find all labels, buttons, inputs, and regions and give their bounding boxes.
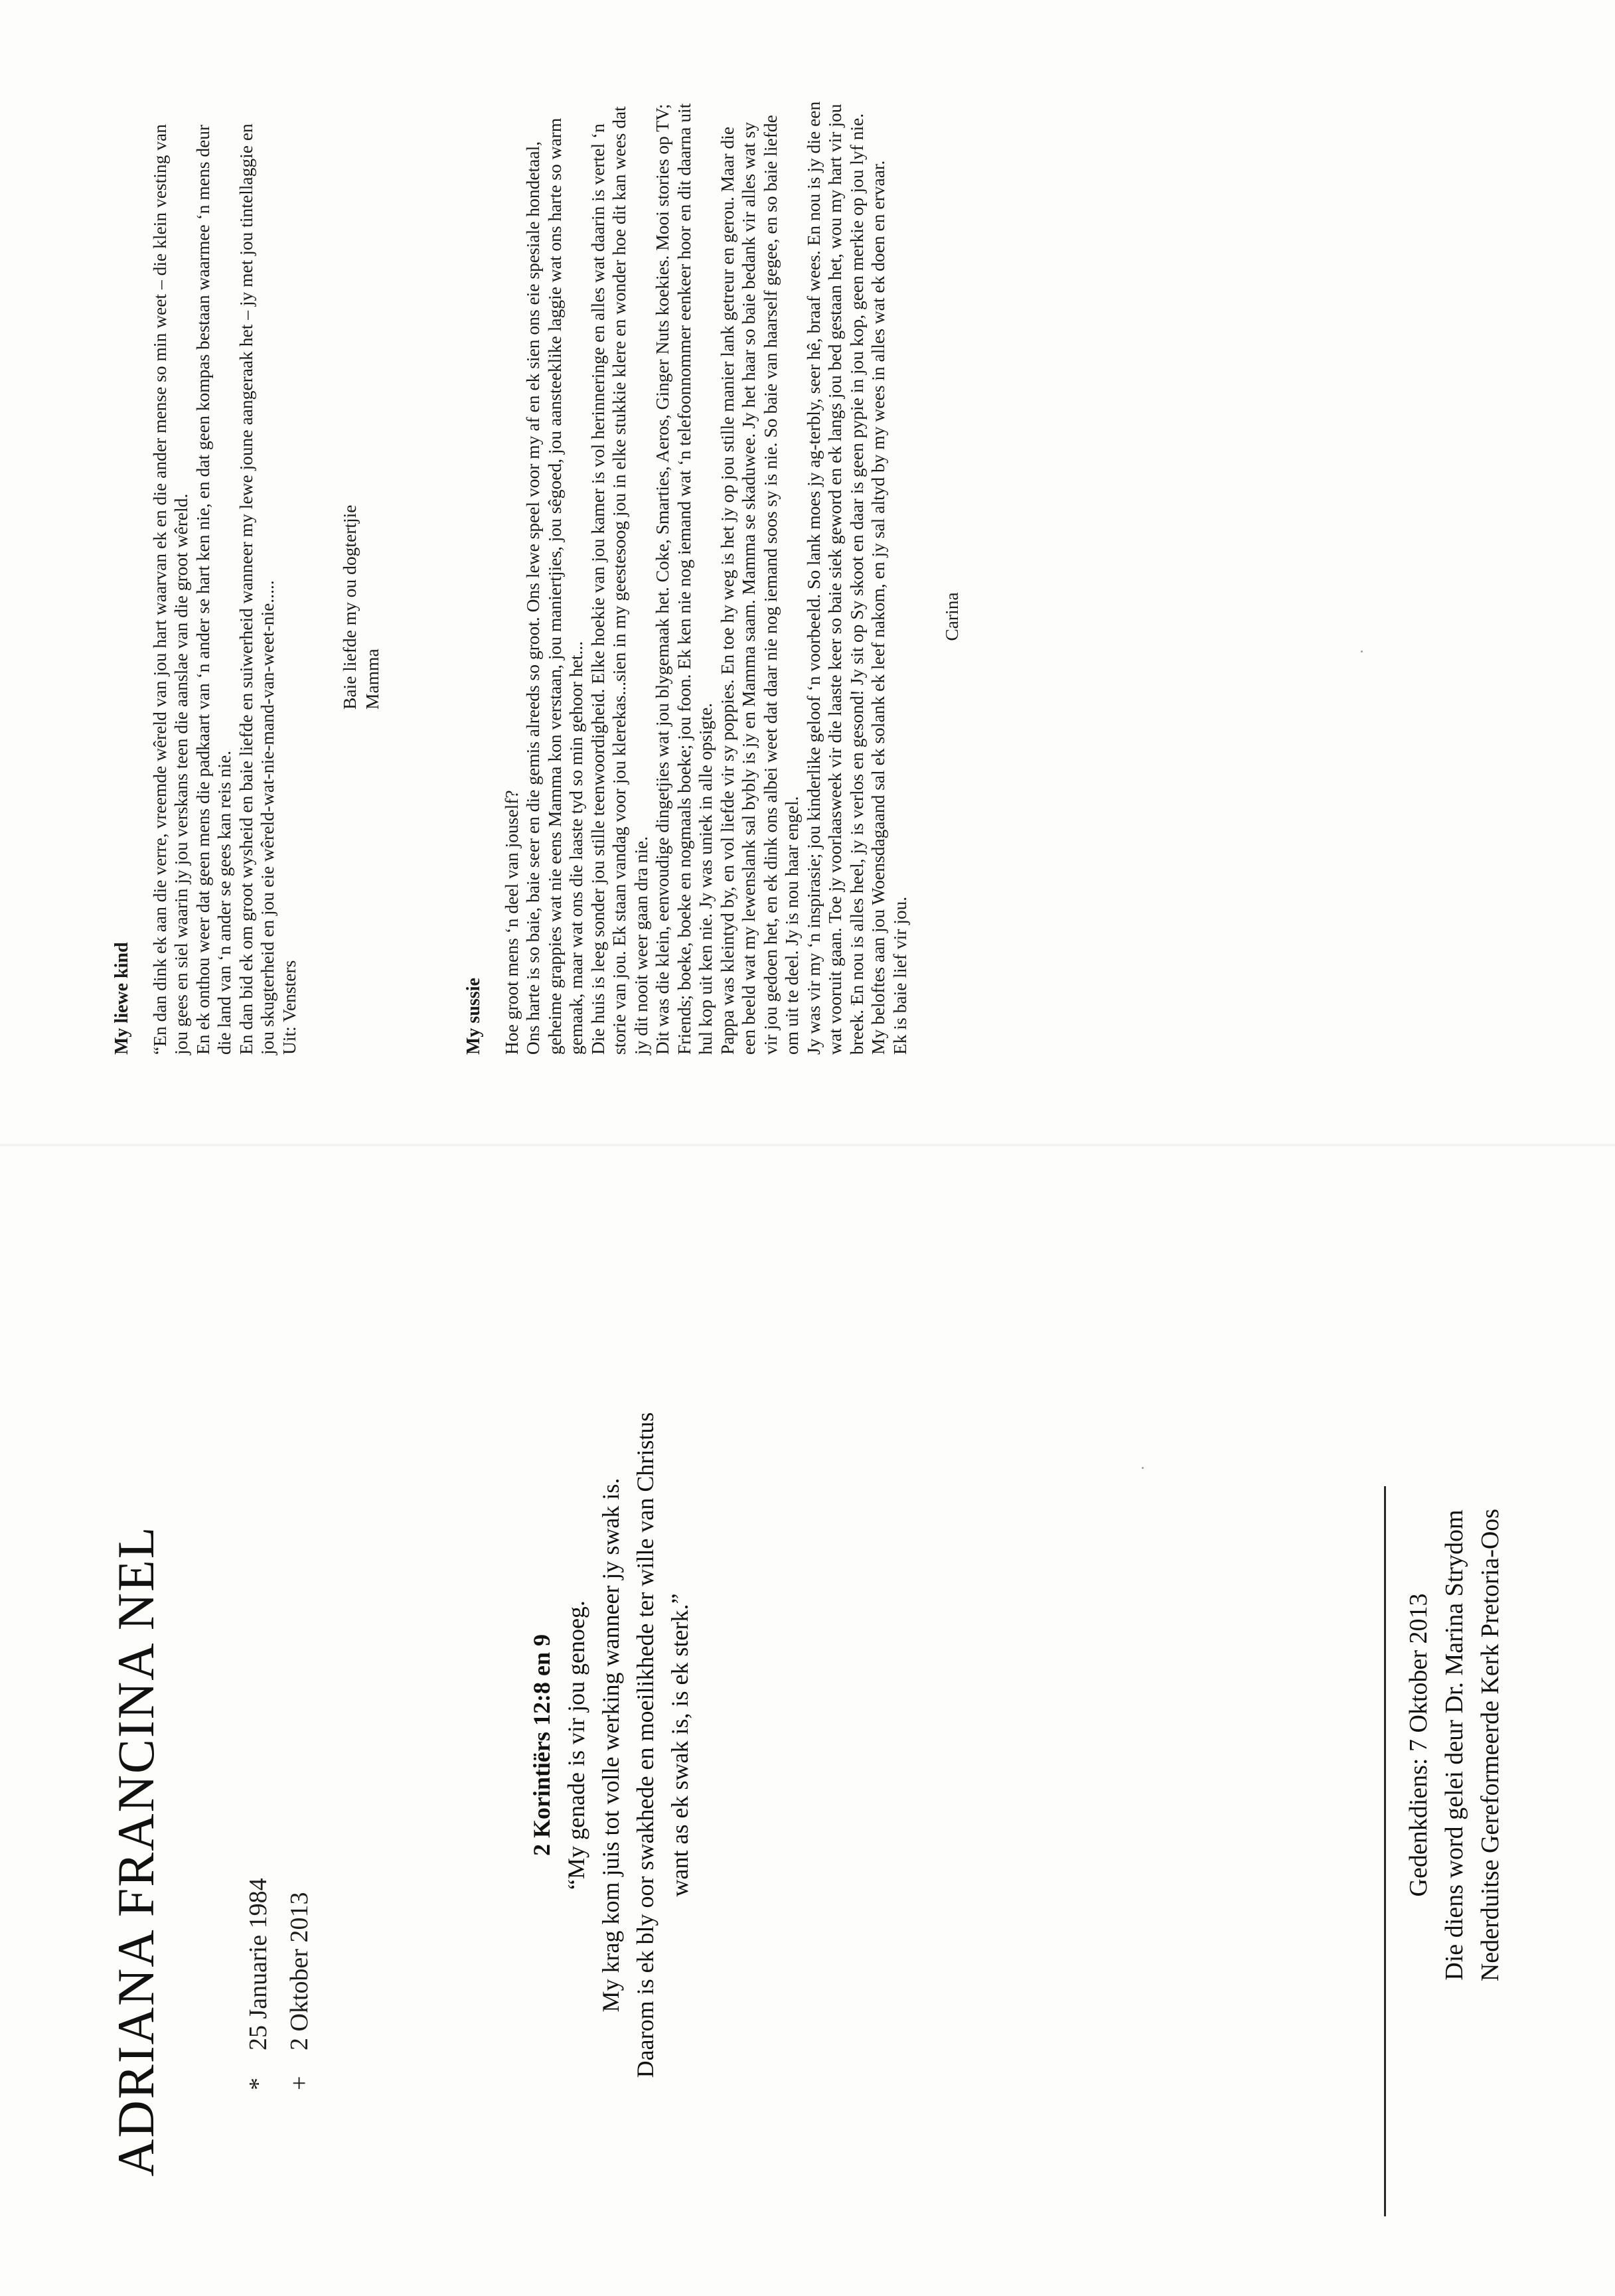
poem-paragraph: En dan bid ek om groot wysheid en baie liefde en suiwerheid wanneer my lewe joune aangeraak het – jy met jou tintellaggie en jou skugterheid en jou eie wêreld-wat-nie-mand-van-weet-nie..... <box>235 123 277 1055</box>
birth-row <box>238 1878 279 2090</box>
verse-line: “My genade is vir jou genoeg. <box>563 1600 589 1890</box>
mother-signoff <box>339 99 384 1055</box>
memorial-service-info <box>1401 1274 1508 2216</box>
mother-tribute-heading: My liewe kind <box>112 942 132 1055</box>
letter-paragraph: Jy was vir my ‘n inspirasie; jou kinderlike geloof ‘n voorbeeld. So lank moes jy ag-terbly, seer hê, braaf wees. En nou is jy die een wat vooruit gaan. Toe jy voorlaasweek vir die laaste keer so baie siek geword en ek langs jou bed gestaan het, wou my hart vir jou breek. En nou is alles heel, jy is verlos en gesond! Jy sit op Sy skoot en daar is geen pypie in jou kop, geen merkie op jou lyf nie. My beloftes aan jou Woensdagaand sal ek solank ek leef nakom, en jy sal altyd by my wees in alles wat ek doen en ervaar. <box>803 101 888 1055</box>
letter-paragraph: Die huis is leeg sonder jou stille teenwoordigheid. Elke hoekie van jou kamer is vol herinneringe en alles wat daarin is vertel ‘n storie van jou. Ek staan vandag voor jou klerekas...sien in my geestesoog jou in elke stukkie klere en wonder hoe dit kan wees dat jy dit nooit weer gaan dra nie. <box>587 106 651 1055</box>
scripture-verse <box>524 1274 697 2216</box>
service-church: Nederduitse Gereformeerde Kerk Pretoria-Oos <box>1476 1508 1504 1982</box>
cover-panel <box>80 1274 1540 2216</box>
divider-rule <box>1384 1486 1386 2216</box>
verse-line: want as ek swak is, is ek sterk.” <box>666 1593 693 1897</box>
mother-tribute <box>112 99 384 1055</box>
sister-tribute-heading: My sussie <box>463 978 484 1055</box>
letter-paragraph: Dit was die klein, eenvoudige dingetjies wat jou blygemaak het. Coke, Smarties, Aeros, Ginger Nuts koekies. Mooi stories op TV; Friends; boeke, boeke en nogmaals boeke; jou foon. Ek ken nie nog iemand wat ‘n telefoonnommer eenkeer hoor en dit daarna uit hul kop uit ken nie. Jy was uniek in alle opsigte. <box>652 103 716 1055</box>
signoff-signature: Mamma <box>362 649 382 710</box>
service-date: Gedenkdiens: 7 Oktober 2013 <box>1405 1593 1432 1897</box>
life-dates <box>238 1878 320 2090</box>
letter-paragraph: Pappa was kleintyd by, en vol liefde vir sy poppies. En toe hy weg is het jy op jou stille manier lank getreur en gerou. Maar die een beeld wat my lewenslank sal bybly is jy en Mamma saam. Mamma se skaduwee. Jy het haar so baie bedank vir alles wat sy vir jou gedoen het, en ek dink ons albei weet dat daar nie nog iemand soos sy is nie. So baie van haarself gegee, en so baie liefde om uit te deel. Jy is nou haar engel. <box>716 115 802 1055</box>
poem-source: Uit: Vensters <box>278 960 299 1055</box>
death-date: 2 Oktober 2013 <box>285 1892 313 2050</box>
verse-line: Daarom is ek bly oor swakhede en moeilikhede ter wille van Christus <box>632 1412 658 2078</box>
birth-date: 25 Januarie 1984 <box>244 1878 272 2050</box>
verse-reference: 2 Korintiërs 12:8 en 9 <box>528 1634 555 1856</box>
letter-paragraph: Ons harte is so baie, baie seer en die gemis alreeds so groot. Ons lewe speel voor my af en ek sien ons eie spesiale hondetaal, geheime grappies wat nie eens Mamma kon verstaan, jou maniertjies, jou sêgoed, jou aansteeklike laggie wat ons harte so warm gemaak, maar wat ons die laaste tyd so min gehoor het... <box>522 117 586 1055</box>
tribute-panel <box>112 99 1539 1055</box>
death-row <box>279 1878 320 2090</box>
birth-star-icon: * <box>244 2078 272 2090</box>
service-officiant: Die diens word gelei deur Dr. Marina Strydom <box>1440 1509 1468 1981</box>
poem-paragraph: En ek onthou weer dat geen mens die padkaart van ‘n ander se hart ken nie, en dat geen kompas bestaan waarmee ‘n mens deur die land van ‘n ander se gees kan reis nie. <box>192 124 234 1055</box>
letter-paragraph: Ek is baie lief vir jou. <box>889 896 910 1055</box>
letter-paragraph: Hoe groot mens ‘n deel van jouself? <box>500 790 522 1055</box>
deceased-name: ADRIANA FRANCINA NEL <box>107 1525 165 2177</box>
poem-paragraph: “En dan dink ek aan die verre, vreemde wêreld van jou hart waarvan ek en die ander mense so min weet – die klein vesting van jou gees en siel waarin jy jou verskans teen die aanslae van die groot wêreld. <box>149 124 191 1055</box>
sister-tribute <box>463 99 963 1055</box>
verse-line: My krag kom juis tot volle werking wanneer jy swak is. <box>597 1478 624 2013</box>
signoff-line: Baie liefde my ou dogtertjie <box>339 504 360 710</box>
sister-signature: Carina <box>941 592 962 641</box>
death-cross-icon: + <box>285 2076 313 2090</box>
